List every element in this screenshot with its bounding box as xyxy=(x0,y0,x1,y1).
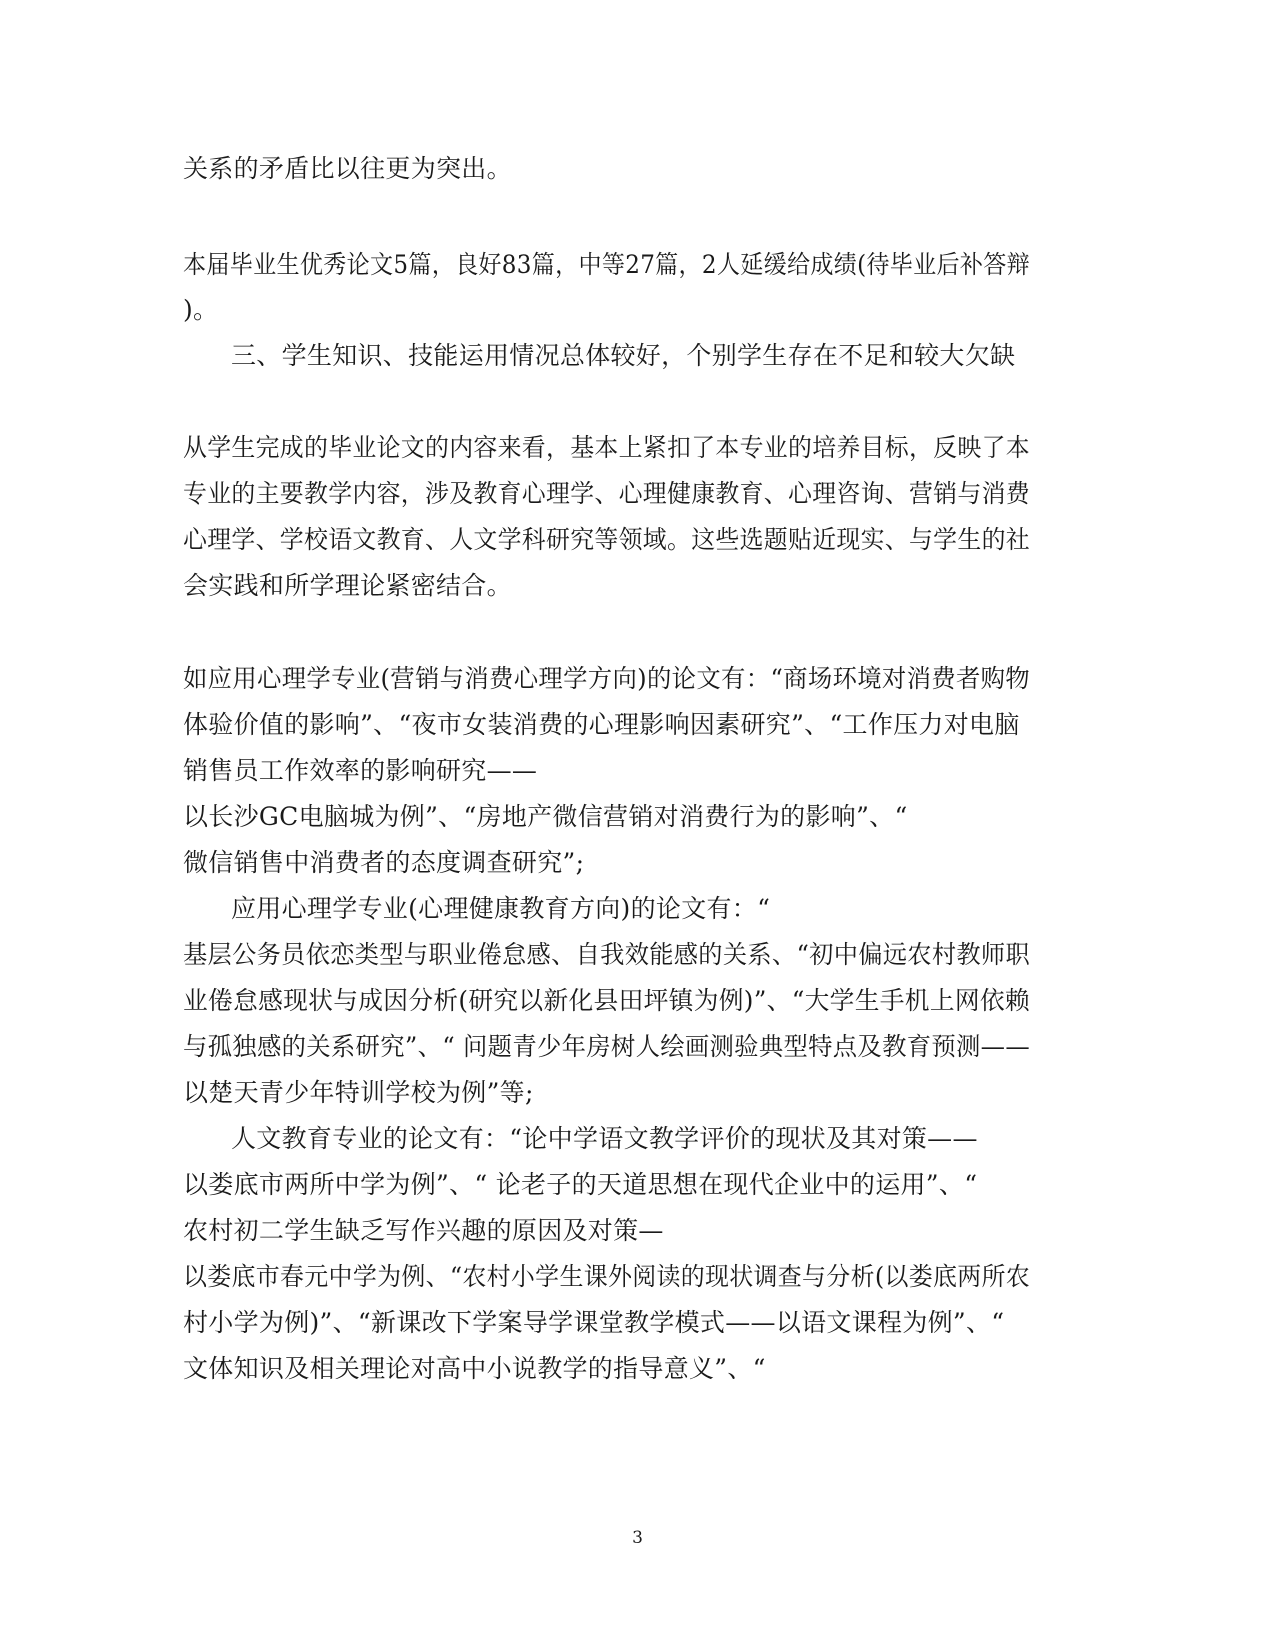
text-line: 专业的主要教学内容，涉及教育心理学、心理健康教育、心理咨询、营销与消费 xyxy=(183,479,1030,508)
text-line: 以娄底市春元中学为例、“农村小学生课外阅读的现状调查与分析(以娄底两所农 xyxy=(183,1262,1031,1291)
text-line: 体验价值的影响”、“夜市女装消费的心理影响因素研究”、“工作压力对电脑 xyxy=(183,710,1020,739)
text-line: 销售员工作效率的影响研究—— xyxy=(183,756,538,785)
text-line: 心理学、学校语文教育、人文学科研究等领域。这些选题贴近现实、与学生的社 xyxy=(183,525,1030,554)
text-line: 会实践和所学理论紧密结合。 xyxy=(183,571,512,600)
text-line: 文体知识及相关理论对高中小说教学的指导意义”、“ xyxy=(183,1354,766,1383)
text-line: 以长沙GC电脑城为例”、“房地产微信营销对消费行为的影响”、“ xyxy=(183,802,908,831)
section-heading: 三、学生知识、技能运用情况总体较好，个别学生存在不足和较大欠缺 xyxy=(231,341,1016,370)
text-line: 基层公务员依恋类型与职业倦怠感、自我效能感的关系、“初中偏远农村教师职 xyxy=(183,940,1031,969)
text-line: 应用心理学专业(心理健康教育方向)的论文有：“ xyxy=(231,894,771,923)
text-line: 如应用心理学专业(营销与消费心理学方向)的论文有：“商场环境对消费者购物 xyxy=(183,664,1030,693)
text-line: 业倦怠感现状与成因分析(研究以新化县田坪镇为例)”、“大学生手机上网依赖 xyxy=(183,986,1030,1015)
text-line: 村小学为例)”、“新课改下学案导学课堂教学模式——以语文课程为例”、“ xyxy=(183,1308,1005,1337)
text-line: 关系的矛盾比以往更为突出。 xyxy=(183,154,512,183)
text-line: 人文教育专业的论文有：“论中学语文教学评价的现状及其对策—— xyxy=(231,1124,978,1153)
text-line: )。 xyxy=(183,295,219,324)
text-line: 微信销售中消费者的态度调查研究”; xyxy=(183,848,585,877)
text-line: 农村初二学生缺乏写作兴趣的原因及对策— xyxy=(183,1216,664,1245)
page-number: 3 xyxy=(632,1528,643,1548)
text-line: 本届毕业生优秀论文5篇，良好83篇，中等27篇，2人延缓给成绩(待毕业后补答辩 xyxy=(183,250,1031,279)
text-line: 以娄底市两所中学为例”、“ 论老子的天道思想在现代企业中的运用”、“ xyxy=(183,1170,978,1199)
text-line: 从学生完成的毕业论文的内容来看，基本上紧扣了本专业的培养目标，反映了本 xyxy=(183,433,1030,462)
text-line: 以楚天青少年特训学校为例”等; xyxy=(183,1078,534,1107)
text-line: 与孤独感的关系研究”、“ 问题青少年房树人绘画测验典型特点及教育预测—— xyxy=(183,1032,1030,1061)
